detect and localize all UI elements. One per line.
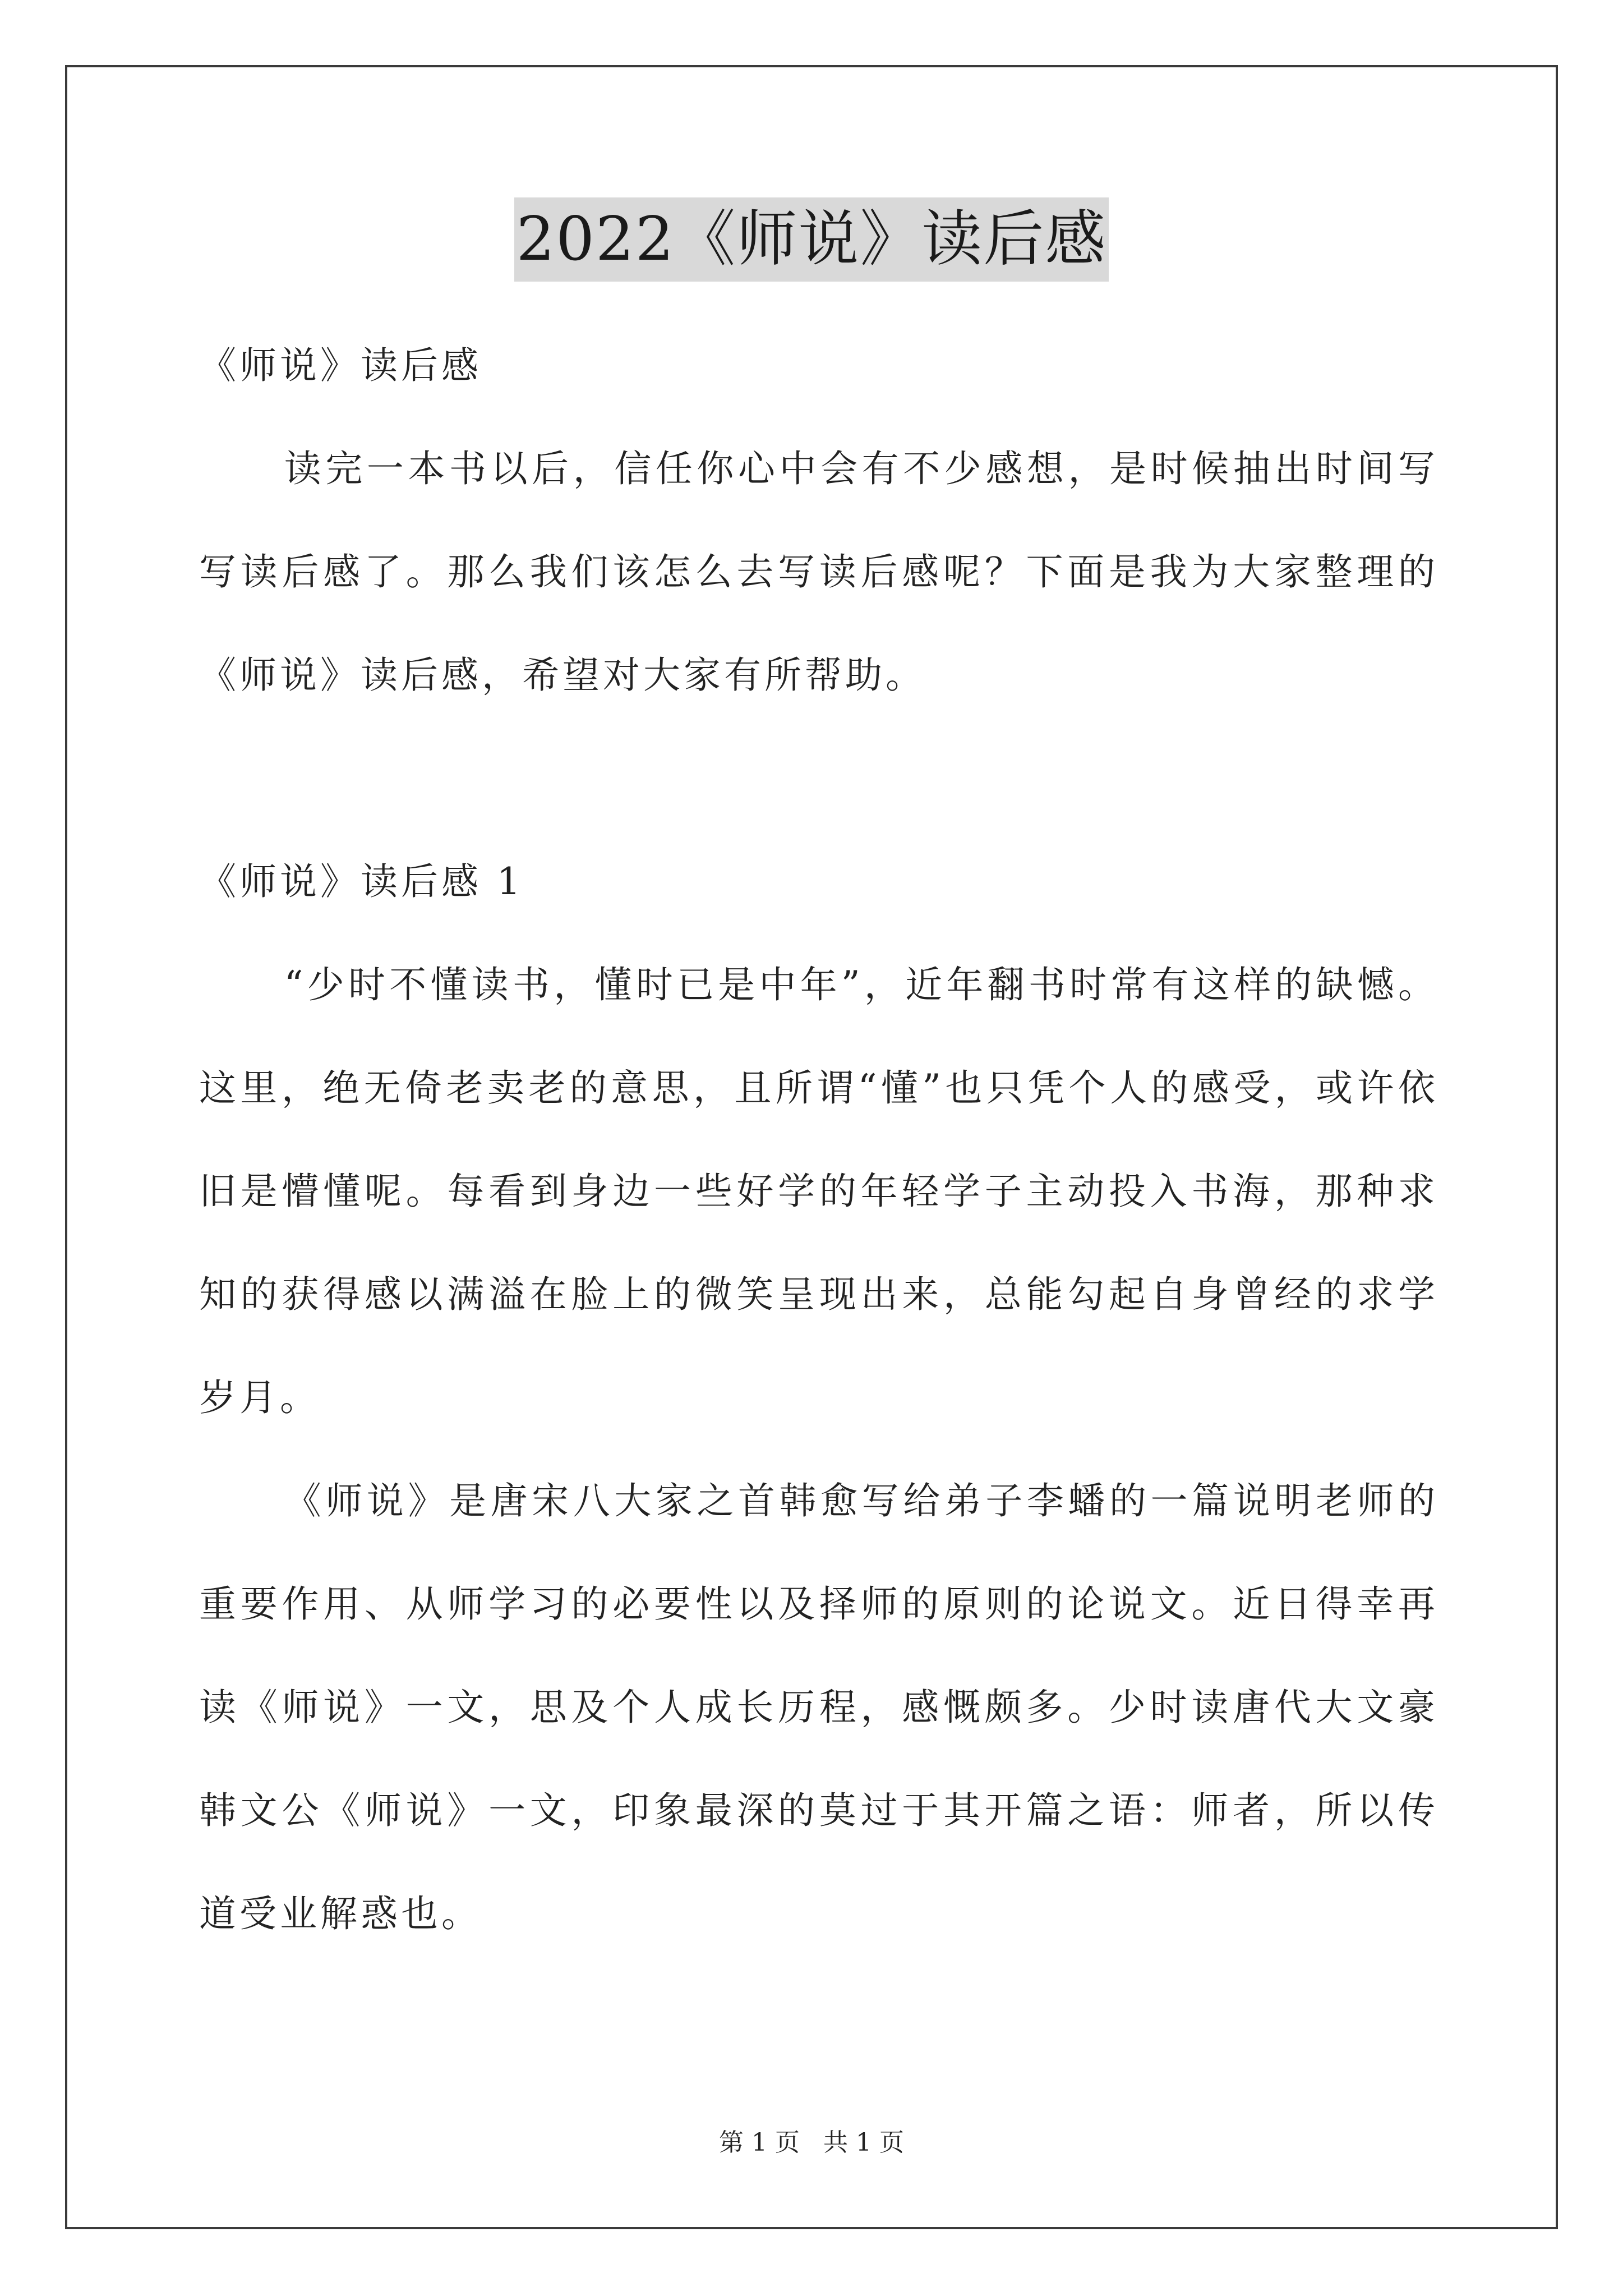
intro-paragraph: 读完一本书以后，信任你心中会有不少感想，是时候抽出时间写写读后感了。那么我们该怎么去写读后感呢？下面是我为大家整理的《师说》读后感，希望对大家有所帮助。 <box>199 447 1438 697</box>
body-paragraph-1: “少时不懂读书，懂时已是中年”，近年翻书时常有这样的缺憾。这里，绝无倚老卖老的意思，且所谓“懂”也只凭个人的感受，或许依旧是懵懂呢。每看到身边一些好学的年轻学子主动投入书海，那种求知的获得感以满溢在脸上的微笑呈现出来，总能勾起自身曾经的求学岁月。 <box>199 963 1438 1419</box>
document-title: 2022《师说》读后感 <box>514 197 1109 282</box>
title-container <box>0 197 1623 282</box>
body-paragraph-2: 《师说》是唐宋八大家之首韩愈写给弟子李蟠的一篇说明老师的重要作用、从师学习的必要性以及择师的原则的论说文。近日得幸再读《师说》一文，思及个人成长历程，感慨颇多。少时读唐代大文豪韩文公《师说》一文，印象最深的莫过于其开篇之语：师者，所以传道受业解惑也。 <box>199 1479 1438 1935</box>
page-footer: 第 1 页 共 1 页 <box>719 2128 904 2157</box>
section-spacer <box>199 727 1438 830</box>
subtitle: 《师说》读后感 <box>199 344 482 387</box>
document-body <box>199 314 1438 1966</box>
section-heading: 《师说》读后感 1 <box>199 860 524 903</box>
